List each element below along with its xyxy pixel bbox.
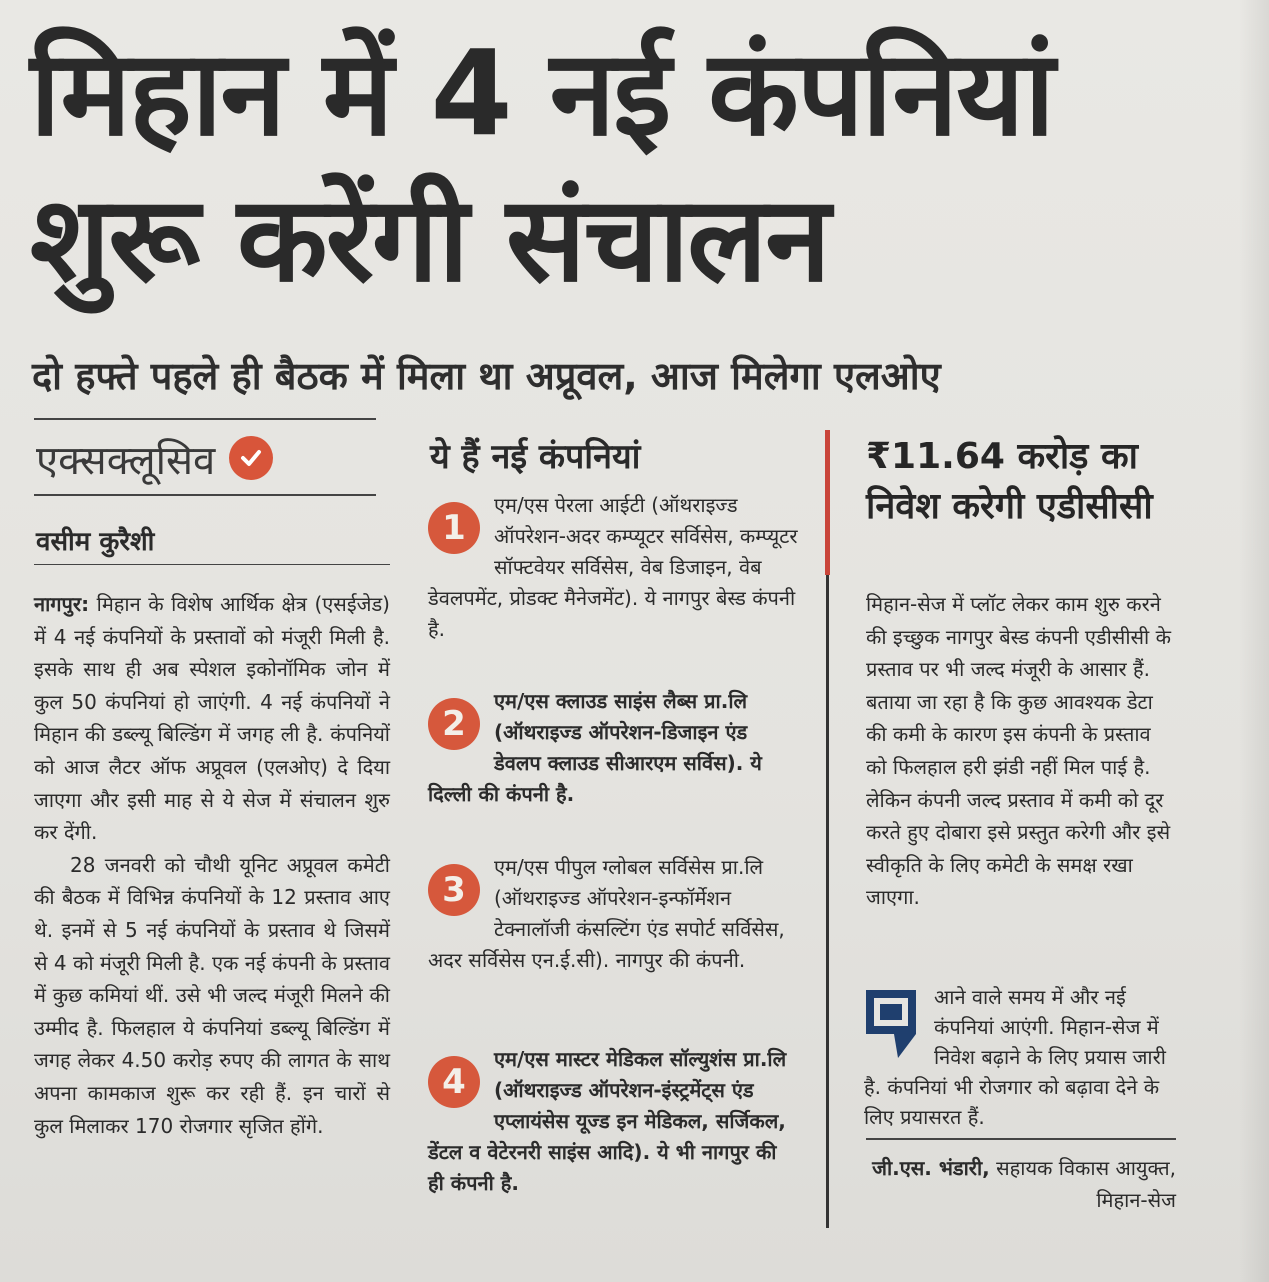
attribution-name: जी.एस. भंडारी, [872,1156,990,1180]
sidebar-paragraph: मिहान-सेज में प्लॉट लेकर काम शुरु करने की इच्छुक नागपुर बेस्ड कंपनी एडीसीसी के प्रस्ताव पर भी जल्द मंजूरी के आसार हैं. बताया जा रहा है कि कुछ आवश्यक डेटा की कमी के कारण इस कंपनी के प्रस्ताव को फिलहाल हरी झंडी नहीं मिल पाई है. लेकिन कंपनी जल्द प्रस्ताव में कमी को दूर करते हुए दोबारा इसे प्रस्तुत करेगी और इसे स्वीकृति के लिए कमेटी के समक्ष रखा जाएगा. [866,592,1171,910]
sidebar-body [866,588,1176,914]
story-paragraph [34,588,390,849]
company-text: एम/एस क्लाउड साइंस लैब्स प्रा.लि (ऑथराइज्ड ऑपरेशन-डिजाइन एंड डेवलप क्लाउड सीआरएम सर्विस). ये दिल्ली की कंपनी है. [428,689,762,806]
column-rule [34,418,376,420]
byline-rule [34,564,390,565]
number-badge: 1 [428,502,480,554]
subheadline: दो हफ्ते पहले ही बैठक में मिला था अप्रूवल, आज मिलेगा एलओए [32,354,941,398]
page-edge-shadow [1239,0,1269,1282]
quote-rule [866,1138,1176,1140]
company-text: एम/एस पेरला आईटी (ऑथराइज्ड ऑपरेशन-अदर कम्प्यूटर सर्विसेस, कम्प्यूटर सॉफ्टवेयर सर्विसेस, वेब डिजाइन, वेब डेवलपमेंट, प्रोडक्ट मैनेजमेंट). ये नागपुर बेस्ड कंपनी है. [428,493,798,641]
number-badge: 3 [428,864,480,916]
sidebar-heading: ₹11.64 करोड़ का निवेश करेगी एडीसीसी [866,436,1153,527]
checkmark-icon [229,436,273,480]
company-text: एम/एस पीपुल ग्लोबल सर्विसेस प्रा.लि (ऑथराइज्ड ऑपरेशन-इन्फॉर्मेशन टेक्नालॉजी कंसल्टिंग एंड सपोर्ट सर्विसेस, अदर सर्विसेस एन.ई.सी). नागपुर की कंपनी. [428,855,785,972]
companies-heading: ये हैं नई कंपनियां [430,437,641,477]
company-item [428,490,798,645]
number-badge: 2 [428,698,480,750]
company-item [428,852,798,976]
column-rule [34,494,376,496]
company-item [428,1044,798,1199]
story-paragraph: 28 जनवरी को चौथी यूनिट अप्रूवल कमेटी की बैठक में विभिन्न कंपनियों के 12 प्रस्ताव आए थे. इनमें से 5 नई कंपनियों के प्रस्ताव थे जिसमें से 4 को मंजूरी मिली है. एक नई कंपनी के प्रस्ताव में कुछ कमियां थीं. उसे भी जल्द मंजूरी मिलने की उम्मीद है. फिलहाल ये कंपनियां डब्ल्यू बिल्डिंग में जगह लेकर 4.50 करोड़ रुपए की लागत के साथ अपना कामकाज शुरू कर रही हैं. इन चारों से कुल मिलाकर 170 रोजगार सृजित होंगे. [34,852,390,1138]
dateline: नागपुर: [34,592,90,616]
headline: मिहान में 4 नई कंपनियां शुरू करेंगी संचालन [30,24,1053,308]
attribution-title: सहायक विकास आयुक्त, मिहान-सेज [996,1156,1176,1212]
accent-divider [825,430,830,575]
exclusive-tag [36,428,376,488]
exclusive-label: एक्सक्लूसिव [36,437,216,484]
company-text: एम/एस मास्टर मेडिकल सॉल्युशंस प्रा.लि (ऑथराइज्ड ऑपरेशन-इंस्ट्रमेंट्स एंड एप्लायंसेस यूज्ड इन मेडिकल, सर्जिकल, डेंटल व वेटेरनरी साइंस आदि). ये भी नागपुर की ही कंपनी है. [428,1047,787,1195]
quote-attribution [866,1152,1176,1216]
story-body [34,588,390,1142]
pull-quote [864,982,1174,1132]
number-badge: 4 [428,1056,480,1108]
quote-text: आने वाले समय में और नई कंपनियां आएंगी. मिहान-सेज में निवेश बढ़ाने के लिए प्रयास जारी है. कंपनियां भी रोजगार को बढ़ावा देने के लिए प्रयासरत हैं. [864,985,1166,1129]
paragraph-text: मिहान के विशेष आर्थिक क्षेत्र (एसईजेड) में 4 नई कंपनियों के प्रस्तावों को मंजूरी मिली है. इसके साथ ही अब स्पेशल इकोनॉमिक जोन में कुल 50 कंपनियां हो जाएंगी. 4 नई कंपनियों ने मिहान की डब्ल्यू बिल्डिंग में जगह ली है. कंपनियों को आज लैटर ऑफ अप्रूवल (एलओए) दे दिया जाएगा और इसी माह से ये सेज में संचालन शुरु कर देंगी. [34,592,390,845]
company-item [428,686,798,810]
byline: वसीम कुरैशी [36,527,155,557]
quote-mark-icon [864,988,922,1060]
